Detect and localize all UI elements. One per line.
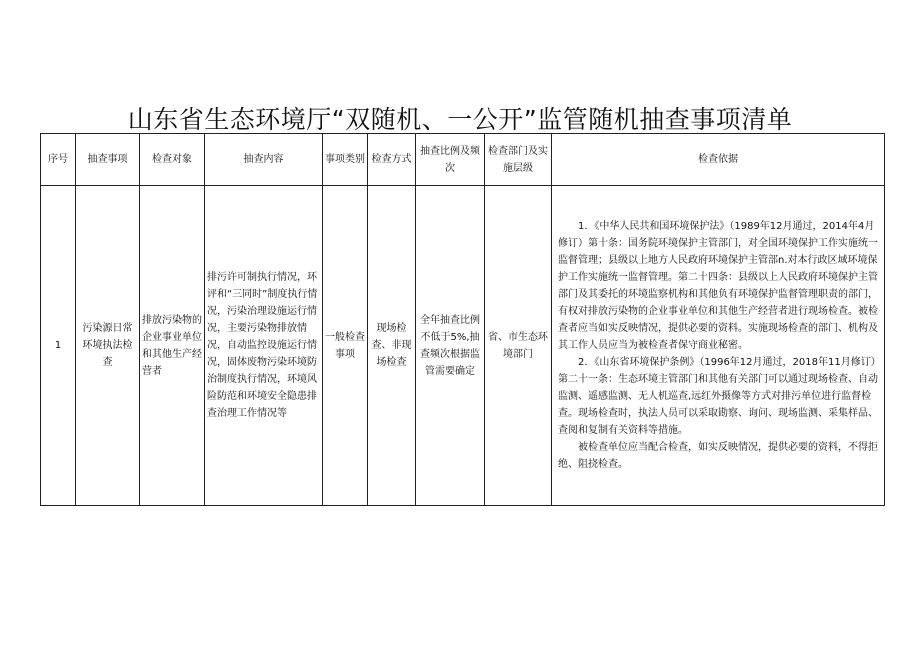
cell-dept: 省、市生态环境部门	[485, 186, 552, 506]
cell-item: 污染源日常环境执法检查	[76, 186, 140, 506]
header-content: 抽查内容	[205, 134, 323, 186]
header-category: 事项类别	[323, 134, 368, 186]
cell-category: 一般检查事项	[323, 186, 368, 506]
header-basis: 检查依据	[552, 134, 885, 186]
header-row	[41, 134, 885, 186]
cell-basis	[552, 186, 885, 506]
cell-content: 排污许可制执行情况，环评和“三同时”制度执行情况，污染治理设施运行情况，主要污染物排放情况，自动监控设施运行情况，固体废物污染环境防治制度执行情况，环境风险防范和环境安全隐患排查治理工作情况等	[205, 186, 323, 506]
header-ratio: 抽查比例及频次	[416, 134, 485, 186]
basis-paragraph-2: 2．《山东省环境保护条例》（1996年12月通过，2018年11月修订）第二十一条：生态环境主管部门和其他有关部门可以通过现场检查、自动监测、遥感监测、无人机巡查,远红外摄像等方式对排污单位进行监督检查。现场检查时，执法人员可以采取勘察、询问、现场监测、采集样品、查阅和复制有关资料等措施。	[558, 357, 878, 436]
cell-method: 现场检查、非现场检查	[368, 186, 416, 506]
table-row	[41, 186, 885, 506]
header-method: 检查方式	[368, 134, 416, 186]
header-target: 检查对象	[140, 134, 205, 186]
basis-paragraph-1: 1．《中华人民共和国环境保护法》（1989年12月通过，2014年4月修订）第十条：国务院环境保护主管部门，对全国环境保护工作实施统一监督管理；县级以上地方人民政府环境保护主管部n.对本行政区域环境保护工作实施统一监督管理。第二十四条：县级以上人民政府环境保护主管部门及其委托的环境监察机构和其他负有环境保护监督管理职责的部门，有权对排放污染物的企业事业单位和其他生产经营者进行现场检查。被检查者应当如实反映情况，提供必要的资料。实施现场检查的部门、机构及其工作人员应当为被检查者保守商业秘密。	[558, 221, 878, 351]
cell-index: 1	[41, 186, 76, 506]
header-item: 抽查事项	[76, 134, 140, 186]
page-title: 山东省生态环境厅“双随机、一公开”监管随机抽查事项清单	[127, 105, 793, 134]
cell-target: 排放污染物的企业事业单位和其他生产经营者	[140, 186, 205, 506]
header-dept: 检查部门及实施层级	[485, 134, 552, 186]
inspection-list-table	[40, 133, 885, 506]
cell-ratio: 全年抽查比例不低于5%,抽查频次根据监管需要确定	[416, 186, 485, 506]
header-index: 序号	[41, 134, 76, 186]
basis-paragraph-3: 被检查单位应当配合检查，如实反映情况，提供必要的资料，不得拒绝、阻挠检查。	[558, 442, 878, 470]
